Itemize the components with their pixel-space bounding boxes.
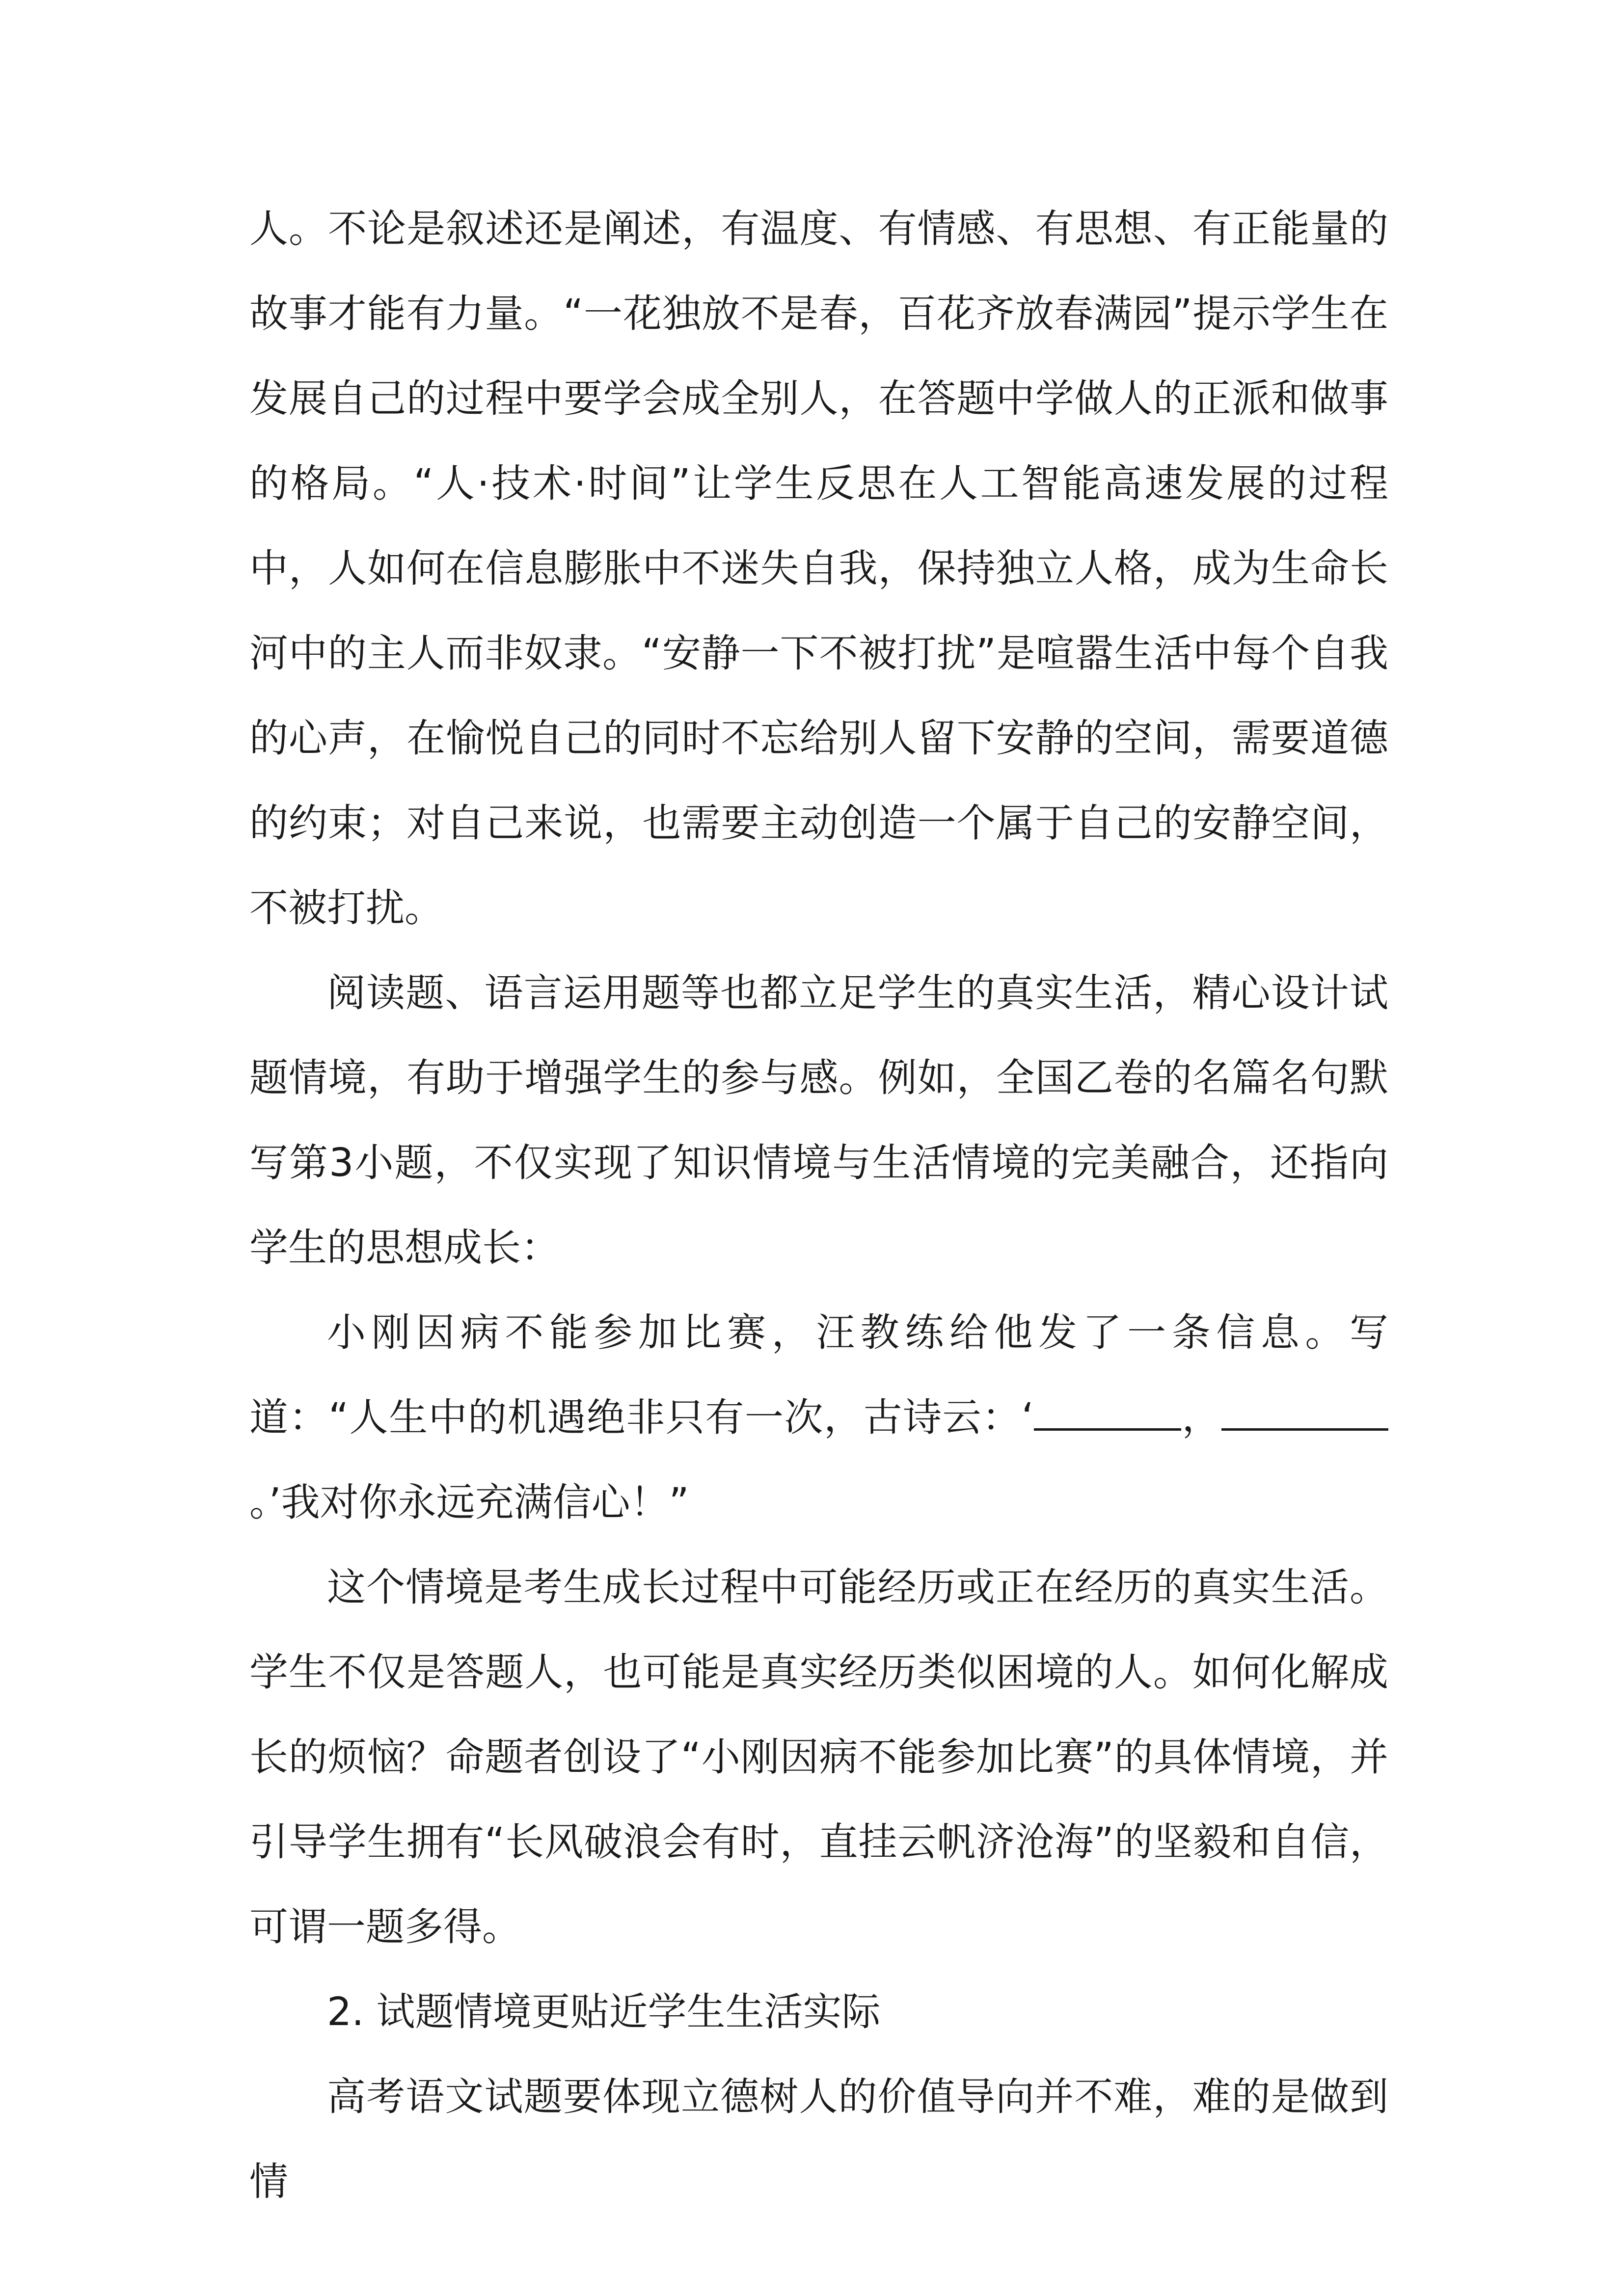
answer-blank-1 <box>1034 1394 1181 1431</box>
answer-blank-2 <box>1221 1394 1388 1431</box>
document-body <box>249 187 1388 2224</box>
paragraph-reading-questions: 阅读题、语言运用题等也都立足学生的真实生活，精心设计试题情境，有助于增强学生的参与感。例如，全国乙卷的名篇名句默写第3小题，不仅实现了知识情境与生活情境的完美融合，还指向学生的思想成长： <box>249 970 1388 1270</box>
question-text-after: 。’我对你永远充满信心！” <box>249 1480 689 1525</box>
question-text-mid: ， <box>1181 1395 1221 1440</box>
paragraph-situation-analysis: 这个情境是考生成长过程中可能经历或正在经历的真实生活。学生不仅是答题人，也可能是真实经历类似困境的人。如何化解成长的烦恼？命题者创设了“小刚因病不能参加比赛”的具体情境，并引导学生拥有“长风破浪会有时，直挂云帆济沧海”的坚毅和自信，可谓一题多得。 <box>249 1565 1388 1949</box>
paragraph-essay-topics: 人。不论是叙述还是阐述，有温度、有情感、有思想、有正能量的故事才能有力量。“一花独放不是春，百花齐放春满园”提示学生在发展自己的过程中要学会成全别人，在答题中学做人的正派和做事的格局。“人·技术·时间”让学生反思在人工智能高速发展的过程中，人如何在信息膨胀中不迷失自我，保持独立人格，成为生命长河中的主人而非奴隶。“安静一下不被打扰”是喧嚣生活中每个自我的心声，在愉悦自己的同时不忘给别人留下安静的空间，需要道德的约束；对自己来说，也需要主动创造一个属于自己的安静空间，不被打扰。 <box>249 206 1388 931</box>
paragraph-fill-in-question <box>249 1290 1388 1545</box>
paragraph-value-orientation: 高考语文试题要体现立德树人的价值导向并不难，难的是做到情 <box>249 2074 1388 2204</box>
question-text-before: 小刚因病不能参加比赛，汪教练给他发了一条信息。写道：“人生中的机遇绝非只有一次，古诗云：‘ <box>249 1310 1388 1440</box>
section-heading: 2. 试题情境更贴近学生生活实际 <box>327 1989 881 2034</box>
